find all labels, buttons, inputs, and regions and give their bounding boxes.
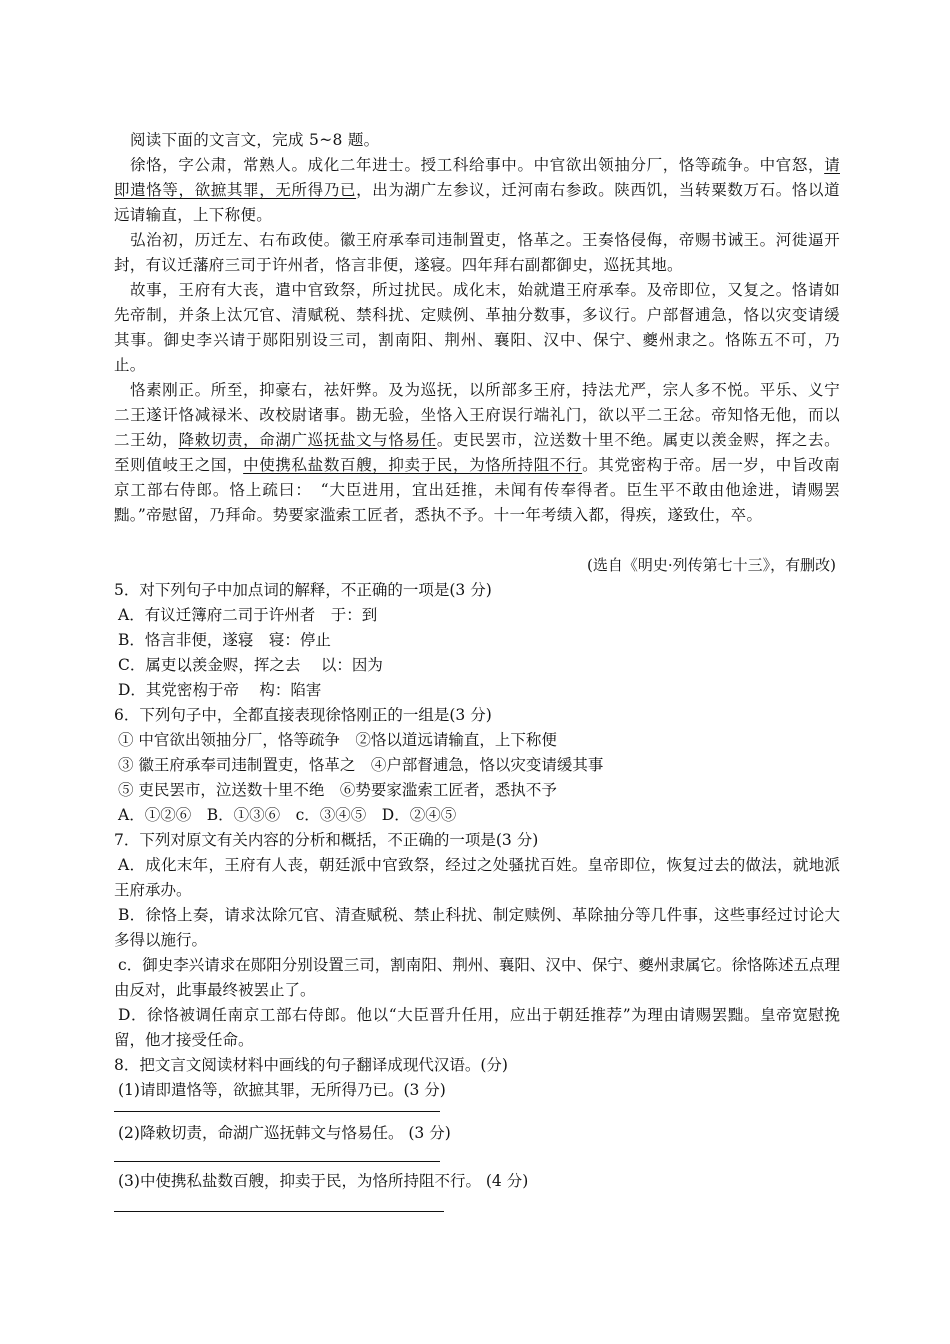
q5-b-text: B．恪言非便，遂 (118, 631, 238, 649)
p4-text-b: 。吏民罢市，泣送数十里不绝。属吏以羡金赆，挥之去。至则值岐王之国， (114, 431, 840, 474)
q6-row-3: ⑤ 吏民罢市，泣送数十里不绝 ⑥势要家滥索工匠者，悉执不予 (118, 781, 557, 799)
q5-option-d (118, 678, 321, 703)
q8-answer-line-1[interactable] (114, 1111, 440, 1112)
q8-sentence-1: (1)请即遣恪等，欲摭其罪，无所得乃已。(3 分) (118, 1081, 446, 1099)
q7-title: 7．下列对原文有关内容的分析和概括，不正确的一项是(3 分) (114, 831, 539, 849)
q6-title: 6．下列句子中，全都直接表现徐恪刚正的一组是(3 分) (114, 706, 492, 724)
p1-underlined-sentence: 请即遣恪等，欲摭其罪，无所得乃已 (114, 156, 840, 199)
q6-choices: A．①②⑥ B．①③⑥ c．③④⑤ D．②④⑤ (118, 806, 457, 824)
q5-title: 5．对下列句子中加点词的解释，不正确的一项是(3 分) (114, 581, 492, 599)
q7-option-d: D．徐恪被调任南京工部右侍郎。他以“大臣晋升任用，应出于朝廷推荐”为理由请赐罢黜。皇帝宽慰挽留，他才接受任命。 (114, 1006, 840, 1049)
passage-source: (选自《明史·列传第七十三》，有删改) (587, 556, 836, 574)
q8-title: 8．把文言文阅读材料中画线的句子翻译成现代汉语。(分) (114, 1056, 508, 1074)
q5-b-dotted-word: 寝 (237, 631, 254, 649)
p4-text-c: 。其党密构于帝。居一岁，中旨改南京工部右侍郎。恪上疏曰： “大臣进用，宜出廷推，未闻有传奉得者。臣生平不敢由他途进，请赐罢黜。”帝慰留，乃拜命。势要家滥索工匠者，悉执不予。十一年考绩入都，得疾，遂致仕，卒。 (114, 456, 840, 524)
q5-b-gloss: 寝：停止 (253, 631, 331, 649)
q6-row-2: ③ 徽王府承奉司违制置吏，恪革之 ④户部督逋急，恪以灾变请缓其事 (118, 756, 604, 774)
passage-paragraph-4 (114, 378, 840, 528)
q8-sentence-3: (3)中使携私盐数百艘，抑卖于民，为恪所持阻不行。 (4 分) (118, 1172, 529, 1190)
q8-sentence-2: (2)降敕切责，命湖广巡抚韩文与恪易任。 (3 分) (118, 1124, 451, 1142)
q5-a-gloss: 于：到 (330, 606, 378, 624)
q5-option-a (118, 603, 377, 628)
q8-answer-line-2[interactable] (114, 1161, 440, 1162)
q5-d-dotted-word: 构 (192, 681, 208, 699)
q5-option-c (118, 653, 383, 678)
passage-paragraph-2: 弘治初，历迁左、右布政使。徽王府承奉司违制置吏，恪革之。王奏恪侵侮，帝赐书诫王。河徙逼开封，有议迁藩府三司于许州者，恪言非便，遂寝。四年拜右副都御史，巡抚其地。 (114, 231, 840, 274)
q6-row-1: ① 中官欲出领抽分厂，恪等疏争 ②恪以道远请输直，上下称便 (118, 731, 557, 749)
q5-option-b (118, 628, 331, 653)
q7-option-a: A．成化末年，王府有人丧，朝廷派中官致祭，经过之处骚扰百姓。皇帝即位，恢复过去的做法，就地派王府承办。 (114, 856, 840, 899)
q7-option-c: c．御史李兴请求在郧阳分别设置三司，割南阳、荆州、襄阳、汉中、保宁、夔州隶属它。徐恪陈述五点理由反对，此事最终被罢止了。 (114, 956, 840, 999)
q5-a-text: A．有议迁簿府二司于许州者 (118, 606, 331, 624)
q8-answer-line-3[interactable] (114, 1211, 444, 1212)
p1-text-b: ，出为湖广左参议，迁河南右参政。陕西饥，当转粟数万石。恪以道远请输直，上下称便。 (114, 181, 840, 224)
passage-paragraph-3: 故事，王府有大丧，遣中官致祭，所过扰民。成化末，始就遣王府承奉。及帝即位，又复之。恪请如先帝制，并条上汰冗官、清赋税、禁科扰、定赎例、革抽分数事，多议行。户部督逋急，恪以灾变请缓其事。御史李兴请于郧阳别设三司，割南阳、荆州、襄阳、汉中、保宁、夔州隶之。恪陈五不可，乃止。 (114, 281, 840, 374)
p1-text-a: 徐恪，字公肃，常熟人。成化二年进士。授工科给事中。中官欲出领抽分厂，恪等疏争。中官怒， (130, 156, 825, 174)
q5-d-text: D．其党密 (118, 681, 193, 699)
p4-text-a: 恪素刚正。所至，抑豪右，祛奸弊。及为巡抚，以所部多王府，持法尤严，宗人多不悦。平乐、义宁二王遂讦恪减禄米、改校尉诸事。勘无验，坐恪入王府误行端礼门，欲以平二王忿。帝知恪无他，而以二王幼， (114, 381, 840, 449)
p4-underlined-sentence-1: 降敕切责，命湖广巡抚盐文与恪易任 (178, 431, 437, 449)
q5-c-gloss: 羡金赆，挥之去 以：因为 (191, 656, 383, 674)
passage-paragraph-1 (114, 153, 840, 228)
q5-c-dotted-word: 以 (176, 656, 192, 674)
q5-c-text: C．属吏 (118, 656, 177, 674)
q5-d-gloss: 于帝 构：陷害 (207, 681, 322, 699)
intro-instruction: 阅读下面的文言文，完成 5~8 题。 (130, 131, 380, 149)
p4-underlined-sentence-2: 中使携私盐数百艘，抑卖于民，为恪所持阻不行 (243, 456, 583, 474)
q7-option-b: B．徐恪上奏，请求汰除冗官、清查赋税、禁止科扰、制定赎例、革除抽分等几件事，这些事经过讨论大多得以施行。 (114, 906, 840, 949)
